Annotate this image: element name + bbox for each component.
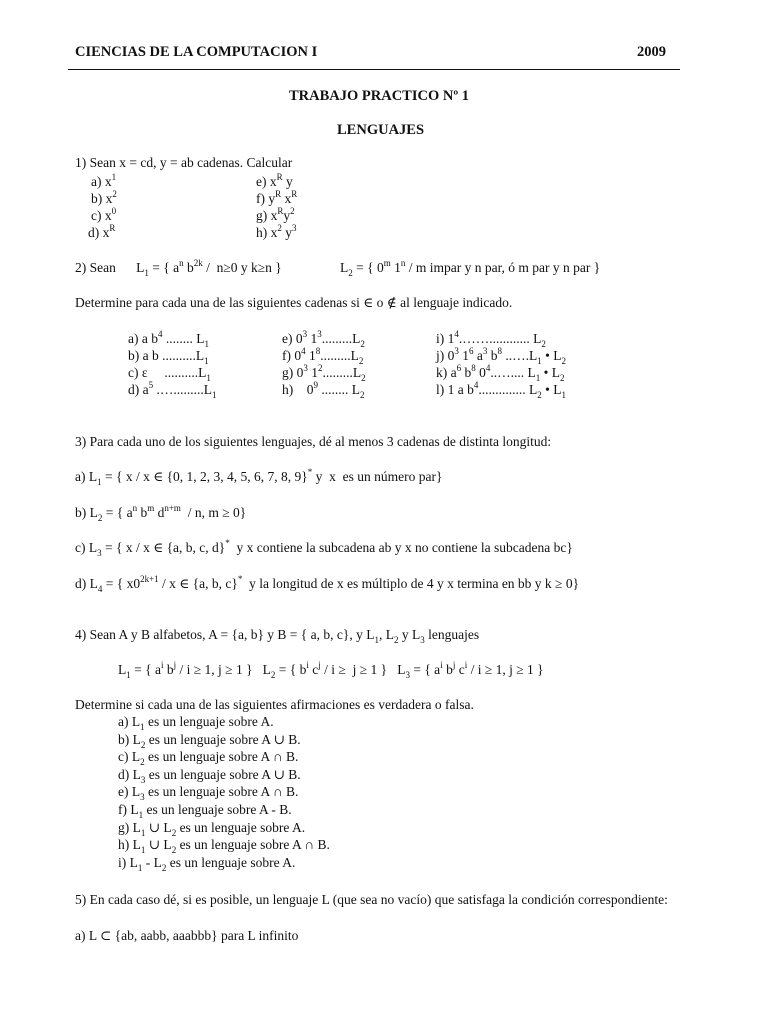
ex4-statement: g) $L_1$ ∪ $L_2$ es un lenguaje sobre A. [118,819,306,838]
ex2-string-item: c) ε $..........L_1$ [128,365,211,383]
ex2-string-item: g) $0^3$ $1^2.........L_2$ [282,363,366,383]
ex2-string-item: b) a b $..........L_1$ [128,348,209,366]
ex2-string-item: f) $0^4$ $1^8.........L_2$ [282,346,364,366]
ex2-string-item: e) $0^3$ $1^3.........L_2$ [282,329,365,349]
ex2-string-item: i) $1^4.\dots\dots$............ $L_2$ [436,329,546,349]
ex1-item: b) $x^2$ [91,189,117,206]
ex4-language-definitions: $L_1$ = { $a^i$ $b^j / i \ge 1$, j ≥ 1 } $L_2$ = { $b^i$ $c^j / i \ge j \ge 1$ } $L_3$ = { $a^i$ $b^j$ $c^i / i \ge 1$, j ≥ 1 } [118,660,544,680]
ex4-statement: b) $L_2$ es un lenguaje sobre A ∪ B. [118,731,301,750]
document-title: TRABAJO PRACTICO Nº 1 [289,88,470,104]
ex2-l2-definition: $L_2$ = { 0$^m$ 1$^n$ / m impar y n par, ó m par y n par } [340,258,601,278]
ex1-intro: 1) Sean x = cd, y = ab cadenas. Calcular [75,155,293,170]
course-title: CIENCIAS DE LA COMPUTACION I [75,44,318,60]
ex4-statement: c) $L_2$ es un lenguaje sobre A ∩ B. [118,749,299,768]
ex2-string-item: a) a $b^4$ ........ $L_1$ [128,329,209,349]
ex2-string-item: d) $a^5$ $.\dots.........L_1$ [128,380,217,400]
document-subtitle: LENGUAJES [337,122,425,138]
ex4-statement: d) $L_3$ es un lenguaje sobre A ∪ B. [118,766,301,785]
ex5-item-a: a) L ⊂ {ab, aabb, aaabbb} para L infinito [75,928,299,943]
ex4-instruction: Determine si cada una de las siguientes afirmaciones es verdadera o falsa. [75,697,474,712]
ex1-item: d) $x^R$ [88,223,116,240]
ex1-item: c) $x^0$ [91,206,117,223]
year: 2009 [637,44,666,60]
ex4-statement: e) $L_3$ es un lenguaje sobre A ∩ B. [118,784,299,803]
ex1-item: a) $x^1$ [91,172,117,189]
ex2-string-item: h) $0^9$ ........ $L_2$ [282,380,365,400]
ex5-intro: 5) En cada caso dé, si es posible, un lenguaje L (que sea no vacío) que satisfaga la condición correspondiente: [75,892,668,907]
ex3-item-a: a) $L_1$ = { x / x ∈ {0, 1, 2, 3, 4, 5, 6, 7, 8, 9}* y x es un número par} [75,467,443,487]
ex3-item-b: b) $L_2$ = { $a^n$ $b^m$ $d^{n+m}$ / n, m ≥ 0} [75,503,247,523]
ex2-string-item: k) $a^6$ $b^8$ $0^4..\dots$.... $L_1$ • $L_2$ [436,363,565,383]
ex4-statement: f) $L_1$ es un lenguaje sobre A - B. [118,802,292,820]
ex4-intro: 4) Sean A y B alfabetos, A = {a, b} y B = { a, b, c}, y $L_1$, $L_2$ y $L_3$ lenguajes [75,627,480,645]
ex2-string-item: l) 1 a $b^4$.............. $L_2$ • $L_1$ [436,380,566,400]
ex3-item-c: c) $L_3$ = { x / x ∈ {a, b, c, d}* y x contiene la subcadena ab y x no contiene la subcadena bc} [75,538,573,558]
ex3-intro: 3) Para cada uno de los siguientes lenguajes, dé al menos 3 cadenas de distinta longitud: [75,434,552,449]
ex1-item: g) $x^Ry^2$ [256,206,295,223]
header-rule [68,69,680,70]
ex4-statement: i) $L_1 - L_2$ es un lenguaje sobre A. [118,854,296,873]
ex2-instruction: Determine para cada una de las siguientes cadenas si ∈ o ∉ al lenguaje indicado. [75,295,513,310]
ex1-item: h) $x^2$ $y^3$ [256,223,297,240]
ex4-statement: a) $L_1$ es un lenguaje sobre A. [118,714,274,732]
ex3-item-d: d) $L_4$ = { $x0^{2k+1}$ / x ∈ {a, b, c}* y la longitud de x es múltiplo de 4 y x termina en bb y k ≥ 0} [75,574,580,594]
ex1-item: e) $x^R$ y [256,172,293,189]
ex2-l1-definition: 2) Sean $L_1$ = { $a^n$ $b^{2k} / n\ge 0$ y k≥n } [75,258,282,278]
ex2-string-item: j) $0^3$ $1^6$ $a^3$ $b^8$ $..\dots.L_1$ • $L_2$ [436,346,566,366]
ex1-item: f) $y^R$ $x^R$ [256,189,298,206]
ex4-statement: h) $L_1$ ∪ $L_2$ es un lenguaje sobre A ∩ B. [118,837,330,856]
